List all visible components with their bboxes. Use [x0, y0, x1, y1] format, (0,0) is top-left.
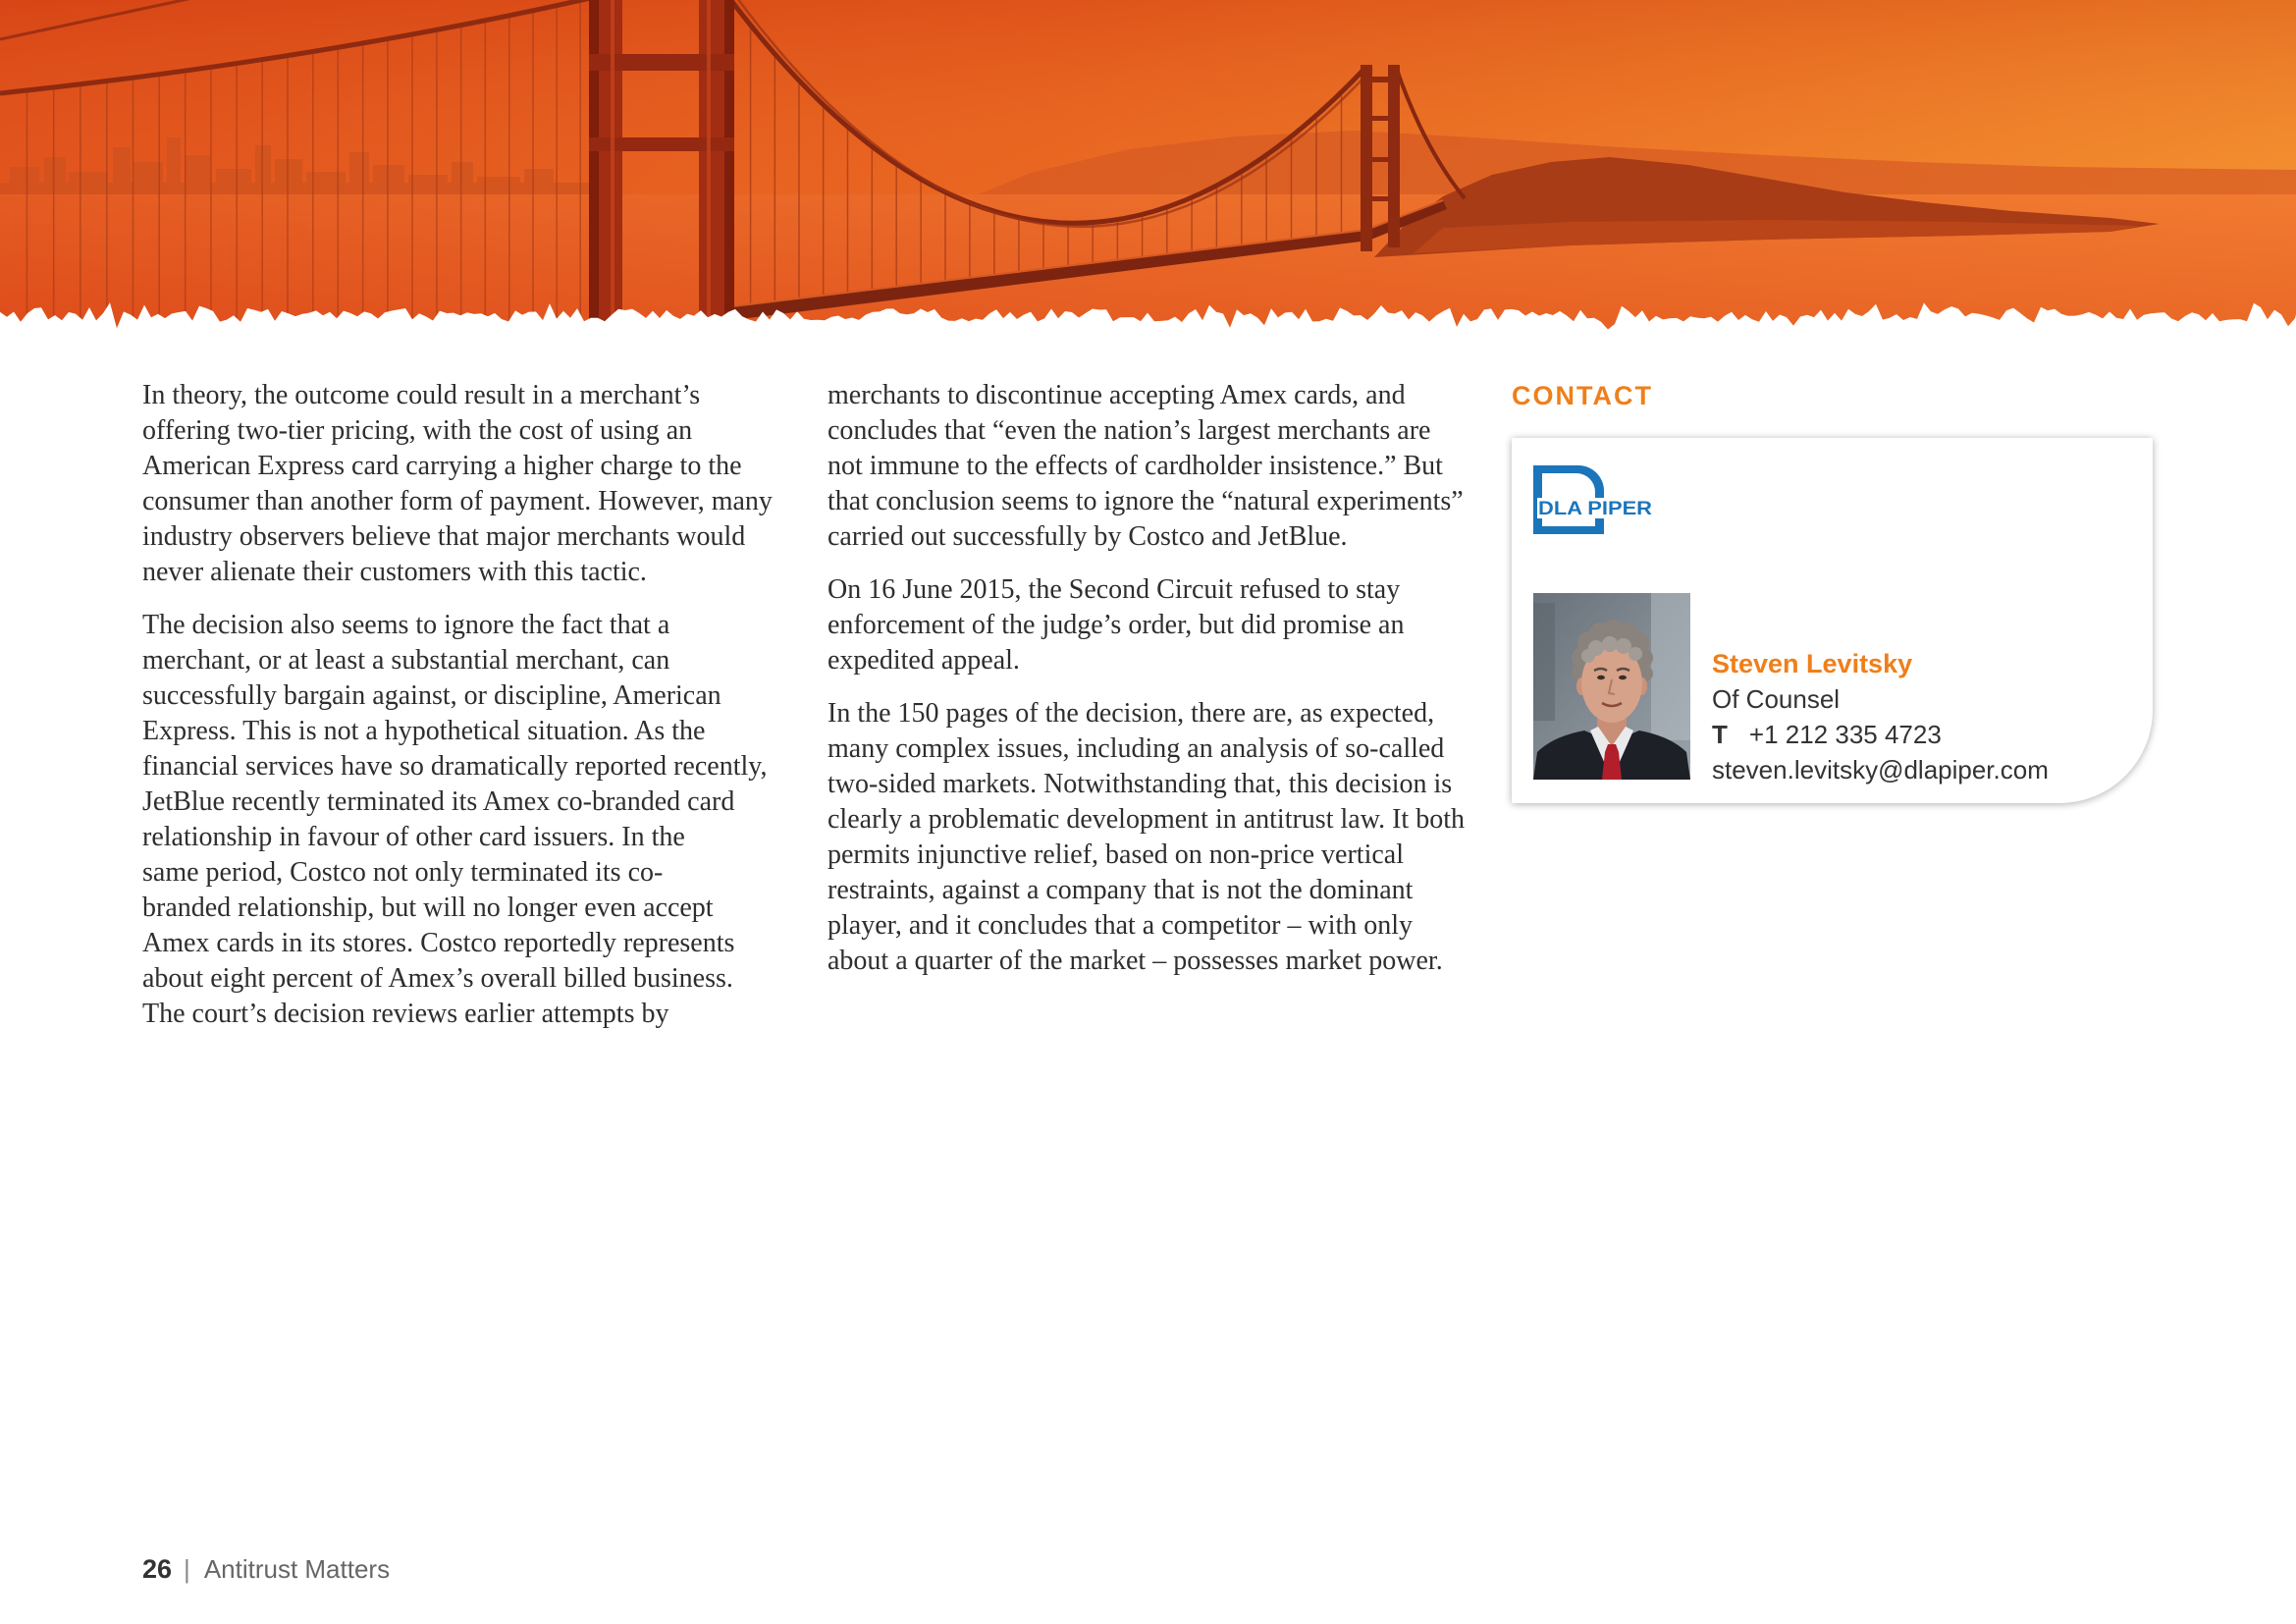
email-link[interactable]: steven.levitsky@dlapiper.com: [1712, 755, 2049, 785]
paragraph: [142, 608, 790, 1032]
building: [524, 169, 554, 198]
text-line: industry observers believe that major merchants would: [142, 521, 746, 552]
building: [373, 165, 404, 198]
near-tower-leg-left-shade: [589, 0, 599, 334]
eye-right: [1619, 676, 1627, 679]
building: [216, 169, 251, 198]
text-line: successfully bargain against, or discipline, American: [142, 680, 721, 711]
page-footer: [142, 1551, 390, 1587]
text-line: relationship in favour of other card issuers. In the: [142, 822, 685, 852]
far-tower-beam: [1361, 196, 1400, 201]
window-panel: [1651, 593, 1690, 740]
contact-phone: [1712, 717, 2049, 752]
text-line: many complex issues, including an analysis of so-called: [828, 733, 1445, 764]
building: [167, 137, 181, 198]
building: [113, 147, 131, 198]
text-line: player, and it concludes that a competitor – with only: [828, 910, 1414, 941]
text-line: not immune to the effects of cardholder insistence.” But: [828, 451, 1443, 481]
contact-card: [1512, 438, 2153, 803]
text-line: never alienate their customers with this tactic.: [142, 557, 647, 587]
paragraph: [828, 696, 1485, 979]
contact-details: [1712, 646, 2049, 787]
text-line: about eight percent of Amex’s overall billed business.: [142, 963, 733, 994]
banner-image: [0, 0, 2296, 334]
text-line: clearly a problematic development in antitrust law. It both: [828, 804, 1465, 835]
hair-curl: [1629, 647, 1642, 661]
building: [185, 155, 210, 198]
near-tower-highlight: [707, 0, 711, 334]
text-line: In the 150 pages of the decision, there are, as expected,: [828, 698, 1435, 729]
building: [44, 157, 66, 198]
text-line: two-sided markets. Notwithstanding that, this decision is: [828, 769, 1453, 799]
portrait-photo: [1533, 593, 1690, 780]
building: [69, 172, 108, 198]
text-line: offering two-tier pricing, with the cost of using an: [142, 415, 693, 446]
text-line: Amex cards in its stores. Costco reportedly represents: [142, 928, 735, 958]
near-tower-leg-right-shade: [724, 0, 734, 334]
phone-label: T: [1712, 720, 1728, 749]
text-line: same period, Costco not only terminated its co-: [142, 857, 664, 888]
text-line: financial services have so dramatically reported recently,: [142, 751, 768, 782]
far-tower-beam: [1361, 157, 1400, 162]
contact-title: Of Counsel: [1712, 684, 1841, 714]
phone-number: +1 212 335 4723: [1748, 720, 1942, 749]
building: [349, 152, 369, 198]
eye-left: [1597, 676, 1605, 679]
hair-curl: [1581, 649, 1595, 663]
hair-curl: [1602, 636, 1618, 652]
building: [10, 167, 39, 198]
far-tower-beam: [1361, 77, 1400, 82]
text-line: expedited appeal.: [828, 645, 1020, 676]
paragraph: [828, 378, 1485, 555]
near-tower-highlight: [611, 0, 614, 334]
text-line: In theory, the outcome could result in a merchant’s: [142, 380, 701, 410]
article-column-1: [142, 378, 790, 1050]
text-line: branded relationship, but will no longer even accept: [142, 893, 714, 923]
text-line: JetBlue recently terminated its Amex co-branded card: [142, 786, 735, 817]
text-line: The court’s decision reviews earlier attempts by: [142, 999, 669, 1029]
text-line: American Express card carrying a higher charge to the: [142, 451, 742, 481]
far-tower-leg-right: [1388, 65, 1400, 247]
paragraph: [828, 572, 1485, 678]
far-tower-beam: [1361, 116, 1400, 121]
text-line: carried out successfully by Costco and JetBlue.: [828, 521, 1348, 552]
footer-separator: |: [184, 1554, 190, 1584]
publication-title: Antitrust Matters: [203, 1554, 391, 1584]
paragraph: [142, 378, 790, 590]
article-column-2: [828, 378, 1485, 997]
window-panel: [1533, 603, 1555, 721]
text-line: about a quarter of the market – possesses market power.: [828, 946, 1443, 976]
text-line: concludes that “even the nation’s largest merchants are: [828, 415, 1431, 446]
text-line: restraints, against a company that is not the dominant: [828, 875, 1414, 905]
dla-piper-logo: [1533, 465, 1656, 536]
building: [452, 162, 473, 198]
text-line: Express. This is not a hypothetical situation. As the: [142, 716, 706, 746]
text-line: The decision also seems to ignore the fact that a: [142, 610, 670, 640]
text-line: consumer than another form of payment. However, many: [142, 486, 773, 516]
text-line: On 16 June 2015, the Second Circuit refused to stay: [828, 574, 1401, 605]
contact-name: Steven Levitsky: [1712, 649, 1913, 678]
contact-email-row: [1712, 752, 2049, 787]
text-line: permits injunctive relief, based on non-price vertical: [828, 839, 1405, 870]
contact-heading: CONTACT: [1512, 381, 1653, 410]
text-line: merchant, or at least a substantial merchant, can: [142, 645, 670, 676]
building: [275, 159, 302, 198]
page-number: 26: [142, 1554, 173, 1584]
text-line: that conclusion seems to ignore the “natural experiments”: [828, 486, 1464, 516]
logo-text: DLA PIPER: [1538, 499, 1653, 519]
text-line: enforcement of the judge’s order, but did promise an: [828, 610, 1405, 640]
text-line: merchants to discontinue accepting Amex cards, and: [828, 380, 1406, 410]
